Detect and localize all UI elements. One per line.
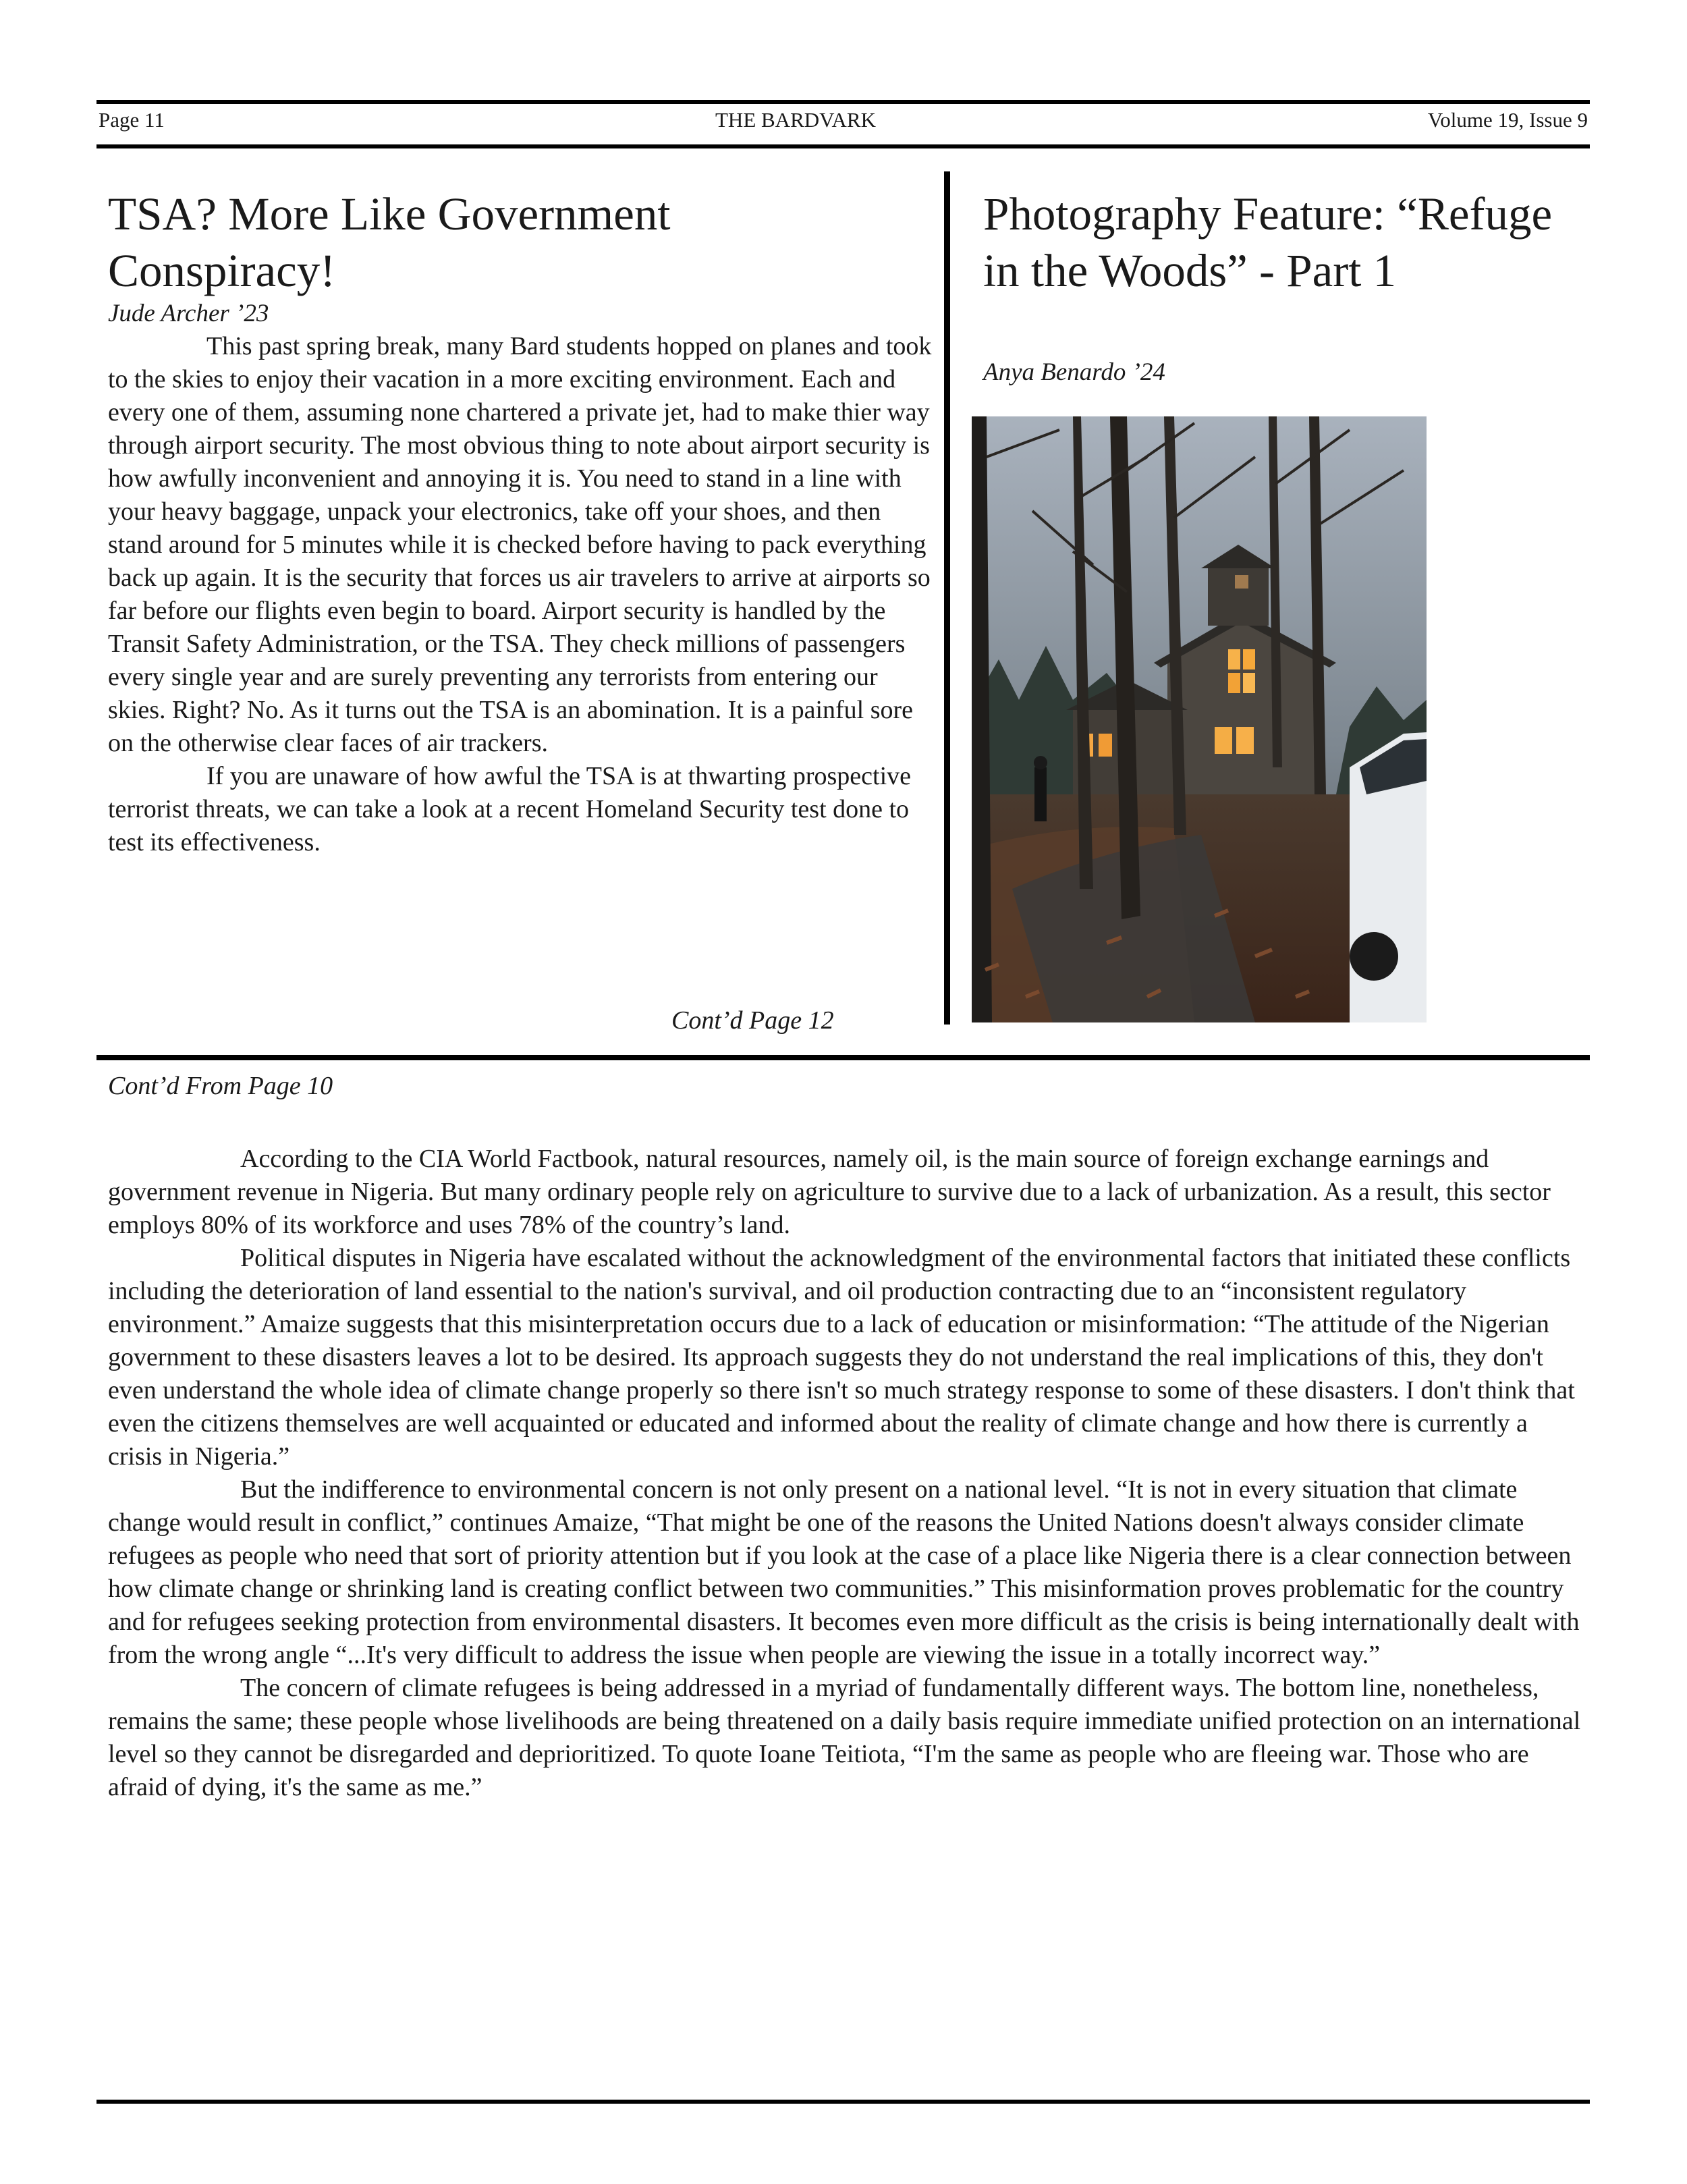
left-article-paragraph: This past spring break, many Bard students hopped on planes and took to the skies to enjoy their vacation in a more exciting environment. Each and every one of them, assuming none chartered a private jet, had to make thier way through airport security. The most obvious thing to note about airport security is how awfully inconvenient and annoying it is. You need to stand in a line with your heavy baggage, unpack your electronics, take off your shoes, and then stand around for 5 minutes while it is checked before having to pack everything back up again. It is the security that forces us air travelers to arrive at airports so far before our flights even begin to board. Airport security is handled by the Transit Safety Administration, or the TSA. They check millions of passengers every single year and are surely preventing any terrorists from entering our skies. Right? No. As it turns out the TSA is an abomination. It is a painful sore on the otherwise clear faces of air trackers. bbox=[108, 332, 932, 757]
cabin-in-woods-image bbox=[972, 416, 1427, 1022]
right-article-title: Photography Feature: “Refuge in the Woods” - Part 1 bbox=[983, 188, 1553, 296]
header-bottom-rule bbox=[96, 144, 1590, 148]
left-article-continued: Cont’d Page 12 bbox=[671, 1006, 834, 1035]
bottom-article-paragraph: But the indifference to environmental concern is not only present on a national level. “It is not in every situation that climate change would result in conflict,” continues Amaize, “That might be one of the reasons the United Nations doesn't always consider climate refugees as people who need that sort of priority attention but if you look at the case of a place like Nigeria there is a clear connection between how climate change or shrinking land is creating conflict between two communities.” This misinformation proves problematic for the country and for refugees seeking protection from environmental disasters. It becomes even more difficult as the crisis is being internationally dealt with from the wrong angle “...It's very difficult to address the issue when people are viewing the issue in a totally incorrect way.” bbox=[108, 1475, 1580, 1669]
continued-from-label: Cont’d From Page 10 bbox=[108, 1072, 333, 1100]
left-article-byline: Jude Archer ’23 bbox=[108, 300, 269, 327]
header-top-rule bbox=[96, 100, 1590, 104]
volume-issue: Volume 19, Issue 9 bbox=[1427, 108, 1588, 132]
bottom-article-paragraph: The concern of climate refugees is being addressed in a myriad of fundamentally different ways. The bottom line, nonetheless, remains the same; these people whose livelihoods are being threatened on a daily basis require immediate unified protection on an international level so they cannot be disregarded and deprioritized. To quote Ioane Teitiota, “I'm the same as people who are fleeing war. Those who are afraid of dying, it's the same as me.” bbox=[108, 1674, 1581, 1801]
section-divider bbox=[96, 1055, 1590, 1060]
bottom-article-body bbox=[108, 1143, 1582, 1804]
right-article-byline: Anya Benardo ’24 bbox=[983, 358, 1165, 386]
feature-photo bbox=[972, 416, 1427, 1022]
column-divider bbox=[944, 171, 950, 1025]
page-number: Page 11 bbox=[99, 108, 165, 132]
left-article-paragraph: If you are unaware of how awful the TSA is at thwarting prospective terrorist threats, we can take a look at a recent Homeland Security test done to test its effectiveness. bbox=[108, 762, 911, 856]
publication-name: THE BARDVARK bbox=[715, 108, 876, 132]
left-article-body bbox=[108, 330, 938, 859]
bottom-article-paragraph: According to the CIA World Factbook, natural resources, namely oil, is the main source of foreign exchange earnings and government revenue in Nigeria. But many ordinary people rely on agriculture to survive due to a lack of urbanization. As a result, this sector employs 80% of its workforce and uses 78% of the country’s land. bbox=[108, 1145, 1551, 1239]
footer-rule bbox=[96, 2100, 1590, 2104]
left-article-title: TSA? More Like Government Conspiracy! bbox=[108, 188, 671, 296]
bottom-article-paragraph: Political disputes in Nigeria have escalated without the acknowledgment of the environmental factors that initiated these conflicts including the deterioration of land essential to the nation's survival, and oil production contracting due to an “inconsistent regulatory environment.” Amaize suggests that this misinterpretation occurs due to a lack of education or misinformation: “The attitude of the Nigerian government to these disasters leaves a lot to be desired. Its approach suggests they do not understand the real implications of this, they don't even understand the whole idea of climate change properly so there isn't so much strategy response to some of these disasters. I don't think that even the citizens themselves are well acquainted or educated and informed about the reality of climate change and how there is currently a crisis in Nigeria.” bbox=[108, 1244, 1575, 1471]
